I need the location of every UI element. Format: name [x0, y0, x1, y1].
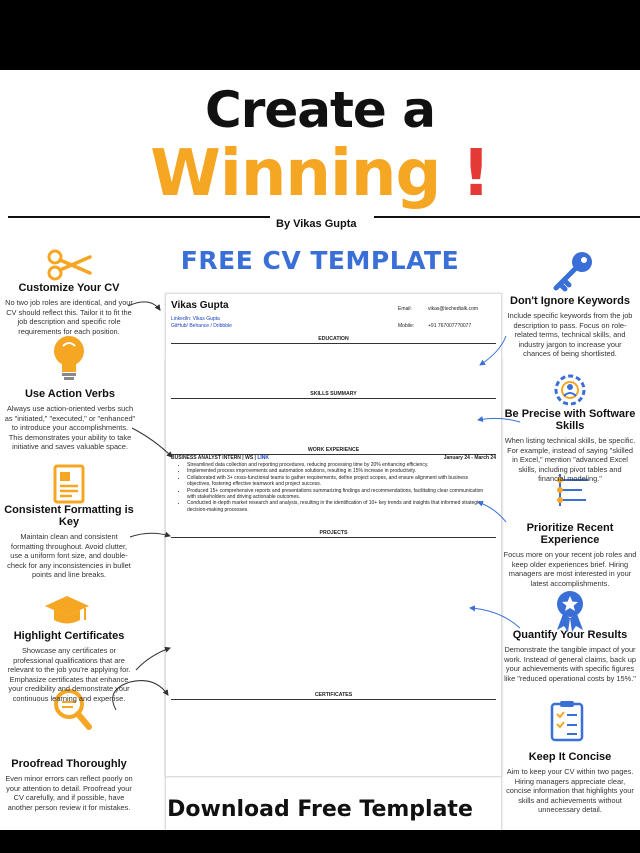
tip-body: Include specific keywords from the job description to pass. Focus on role-related terms, technical skills, and industry jargon to increase your chances of being shortlisted.	[507, 311, 633, 358]
cv-section-skills: SKILLS SUMMARY	[171, 391, 496, 399]
cv-work-link[interactable]: LINK	[257, 455, 269, 461]
cv-mobile-label: Mobile:	[398, 323, 415, 329]
arrow-certificates	[136, 648, 170, 670]
subtitle-free-cv-template: FREE CV TEMPLATE	[180, 246, 460, 275]
cv-email: vikas@techedtalk.com	[428, 306, 479, 312]
title-line-1: Create a	[205, 81, 435, 139]
tip-body: When listing technical skills, be specific. For example, instead of saying "skilled in Excel," mention "advanced Excel skills, including pivot tables and financial modeling."	[504, 436, 636, 483]
tip-body: Aim to keep your CV within two pages. Hiring managers appreciate clear, concise information that highlights your skills and achievements without unnecessary detail.	[506, 767, 634, 814]
cv-section-projects: PROJECTS	[171, 530, 496, 538]
cv-work-dates: January 24 - March 24	[443, 455, 496, 461]
arrow-formatting	[130, 533, 170, 537]
tip-title: Highlight Certificates	[13, 630, 125, 642]
arrow-keywords	[480, 336, 506, 365]
tip-title: Customize Your CV	[18, 282, 120, 294]
infographic-page	[0, 70, 640, 830]
cv-portfolio-links[interactable]: GitHub/ Behance / Dribbble	[171, 323, 232, 329]
cv-section-certificates: CERTIFICATES	[171, 692, 496, 700]
tip-body: Always use action-oriented verbs such as "initiated," "executed," or "enhanced" to introduce your accomplishments. This demonstrates your ability to take initiative and saves valuable space.	[4, 404, 136, 451]
cv-work-bullet: • Streamlined data collection and reporting procedures, reducing processing time by 20% enhancing efficiency.	[187, 462, 487, 468]
tip-body: Maintain clean and consistent formatting throughout. Avoid clutter, use a uniform font size, and double-check for any inconsistencies in bullet points and line breaks.	[7, 532, 131, 579]
cv-work-bullet: • Implemented process improvements and automation solutions, resulting in 15% increase in productivity.	[187, 468, 487, 474]
tip-title: Prioritize Recent Experience	[526, 522, 614, 546]
title-exclamation: !	[461, 137, 490, 211]
tip-title: Quantify Your Results	[512, 629, 628, 641]
arrow-recent-experience	[478, 502, 506, 522]
download-template-link[interactable]: Download Free Template	[167, 797, 473, 822]
cv-work-bullet: • Conducted in-depth market research and analysis, resulting in the identification of 10+ key trends and insights that informed strategic decision-making processes.	[187, 500, 487, 513]
arrow-action-verbs	[132, 428, 172, 457]
tip-body: Focus more on your recent job roles and keep older experiences brief. Hiring managers are most interested in your latest accomplishments.	[503, 550, 637, 588]
tip-body: Even minor errors can reflect poorly on your attention to detail. Proofread your CV carefully, and if possible, have another person review it for mistakes.	[5, 774, 133, 812]
tip-title: Be Precise with Software Skills	[504, 408, 636, 432]
bottom-black-bar	[0, 830, 640, 853]
cv-section-work: WORK EXPERIENCE	[171, 447, 496, 455]
arrow-proofread	[113, 681, 168, 710]
connector-arrows	[0, 70, 640, 830]
tip-title: Keep It Concise	[528, 751, 612, 763]
tip-title: Use Action Verbs	[24, 388, 116, 400]
tip-body: Demonstrate the tangible impact of your work. Instead of general claims, back up your achievements with specific figures like "reduced operational costs by 15%."	[504, 645, 636, 683]
cv-email-label: Email:	[398, 306, 412, 312]
arrow-quantify	[470, 608, 520, 628]
cv-work-title: BUSINESS ANALYST INTERN | WS |	[171, 455, 256, 461]
cv-mobile: +91 7670077?0077	[428, 323, 472, 329]
arrow-customize	[128, 302, 160, 310]
tip-body: No two job roles are identical, and your CV should reflect this. Tailor it to fit the job description and specific role requirements for each position.	[5, 298, 133, 336]
tip-title: Consistent Formatting is Key	[4, 504, 134, 528]
title-word-winning: Winning	[150, 137, 441, 211]
top-black-bar	[0, 0, 640, 70]
tip-body: Showcase any certificates or professional qualifications that are relevant to the job you're applying for. Emphasize certificates that enhance your credibility and demonstrate your continuous learning and expertise.	[7, 646, 131, 703]
cv-section-education: EDUCATION	[171, 336, 496, 344]
cv-work-bullet: • Collaborated with 3+ cross-functional teams to gather requirements, define project scopes, and ensure alignment with business objectives, fostering effective teamwork and project success.	[187, 475, 487, 488]
cv-name: Vikas Gupta	[171, 300, 229, 311]
tip-title: Don't Ignore Keywords	[510, 295, 630, 307]
tip-title: Proofread Thoroughly	[11, 758, 127, 770]
cv-linkedin-link[interactable]: LinkedIn: Vikas Gupta	[171, 316, 220, 322]
cv-work-bullet: • Produced 15+ comprehensive reports and presentations summarizing findings and recommendations, facilitating clear communication with stakeholders and driving actionable outcomes.	[187, 488, 487, 501]
author-byline: By Vikas Gupta	[276, 218, 357, 230]
arrow-software-skills	[478, 418, 520, 422]
